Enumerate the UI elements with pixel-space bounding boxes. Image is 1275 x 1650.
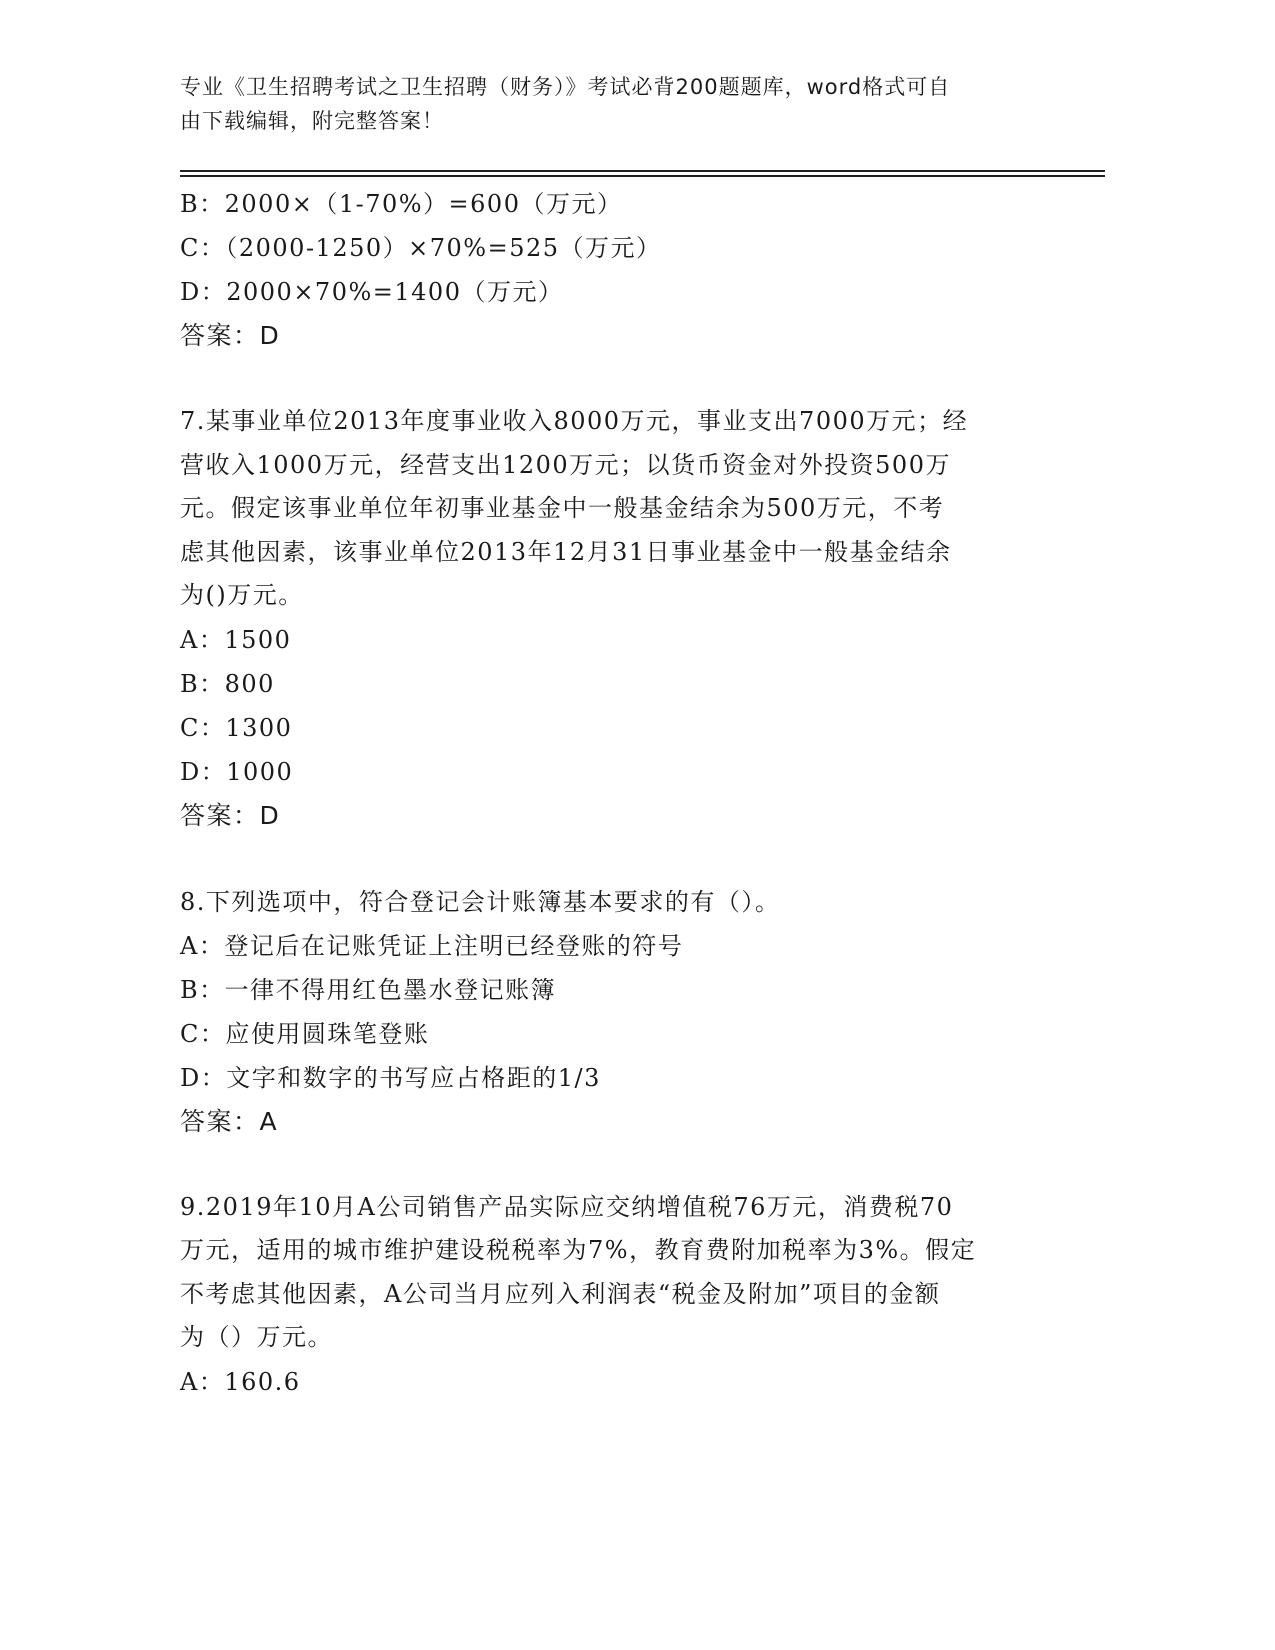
header-divider-bottom — [180, 175, 1105, 177]
stem-line: 不考虑其他因素，A公司当月应列入利润表“税金及附加”项目的金额 — [180, 1279, 941, 1308]
question-7 — [180, 400, 1050, 838]
question-8 — [180, 880, 1050, 1144]
stem-line: 7.某事业单位2013年度事业收入8000万元，事业支出7000万元；经 — [180, 407, 969, 435]
stem-line: 9.2019年10月A公司销售产品实际应交纳增值税76万元，消费税70 — [180, 1192, 954, 1221]
option-c: C：1300 — [180, 713, 293, 742]
prev-question — [180, 182, 1050, 358]
document-header — [180, 70, 1040, 138]
stem-line: 为()万元。 — [180, 581, 304, 609]
header-line-2: 由下载编辑，附完整答案！ — [180, 109, 444, 133]
option-d: D：文字和数字的书写应占格距的1/3 — [180, 1063, 601, 1092]
stem-line: 虑其他因素，该事业单位2013年12月31日事业基金中一般基金结余 — [180, 537, 952, 566]
stem-line: 营收入1000万元，经营支出1200万元；以货币资金对外投资500万 — [180, 450, 951, 479]
stem-line: 为（）万元。 — [180, 1323, 333, 1351]
stem-line: 元。假定该事业单位年初事业基金中一般基金结余为500万元，不考 — [180, 494, 945, 522]
option-b: B：一律不得用红色墨水登记账簿 — [180, 975, 557, 1004]
header-divider-top — [180, 170, 1105, 172]
option-a: A：1500 — [180, 625, 292, 654]
option-a: A：160.6 — [180, 1367, 301, 1396]
option-b: B：800 — [180, 669, 275, 698]
option-c: C：（2000-1250）×70%=525（万元） — [180, 234, 662, 262]
answer: 答案：D — [180, 321, 281, 350]
option-c: C：应使用圆珠笔登账 — [180, 1019, 430, 1048]
question-stem — [180, 400, 1050, 618]
question-stem: 8.下列选项中，符合登记会计账簿基本要求的有（）。 — [180, 887, 781, 916]
stem-line: 万元，适用的城市维护建设税税率为7%，教育费附加税率为3%。假定 — [180, 1236, 977, 1264]
option-d: D：2000×70%=1400（万元） — [180, 278, 564, 306]
document-body — [180, 182, 1050, 1404]
option-d: D：1000 — [180, 757, 294, 786]
answer: 答案：A — [180, 1106, 279, 1136]
question-stem — [180, 1186, 1050, 1360]
option-a: A：登记后在记账凭证上注明已经登账的符号 — [180, 931, 684, 960]
question-9 — [180, 1186, 1050, 1404]
option-b: B：2000×（1-70%）=600（万元） — [180, 190, 623, 218]
header-line-1: 专业《卫生招聘考试之卫生招聘（财务）》考试必背200题题库，word格式可自 — [180, 75, 951, 99]
answer: 答案：D — [180, 800, 281, 830]
